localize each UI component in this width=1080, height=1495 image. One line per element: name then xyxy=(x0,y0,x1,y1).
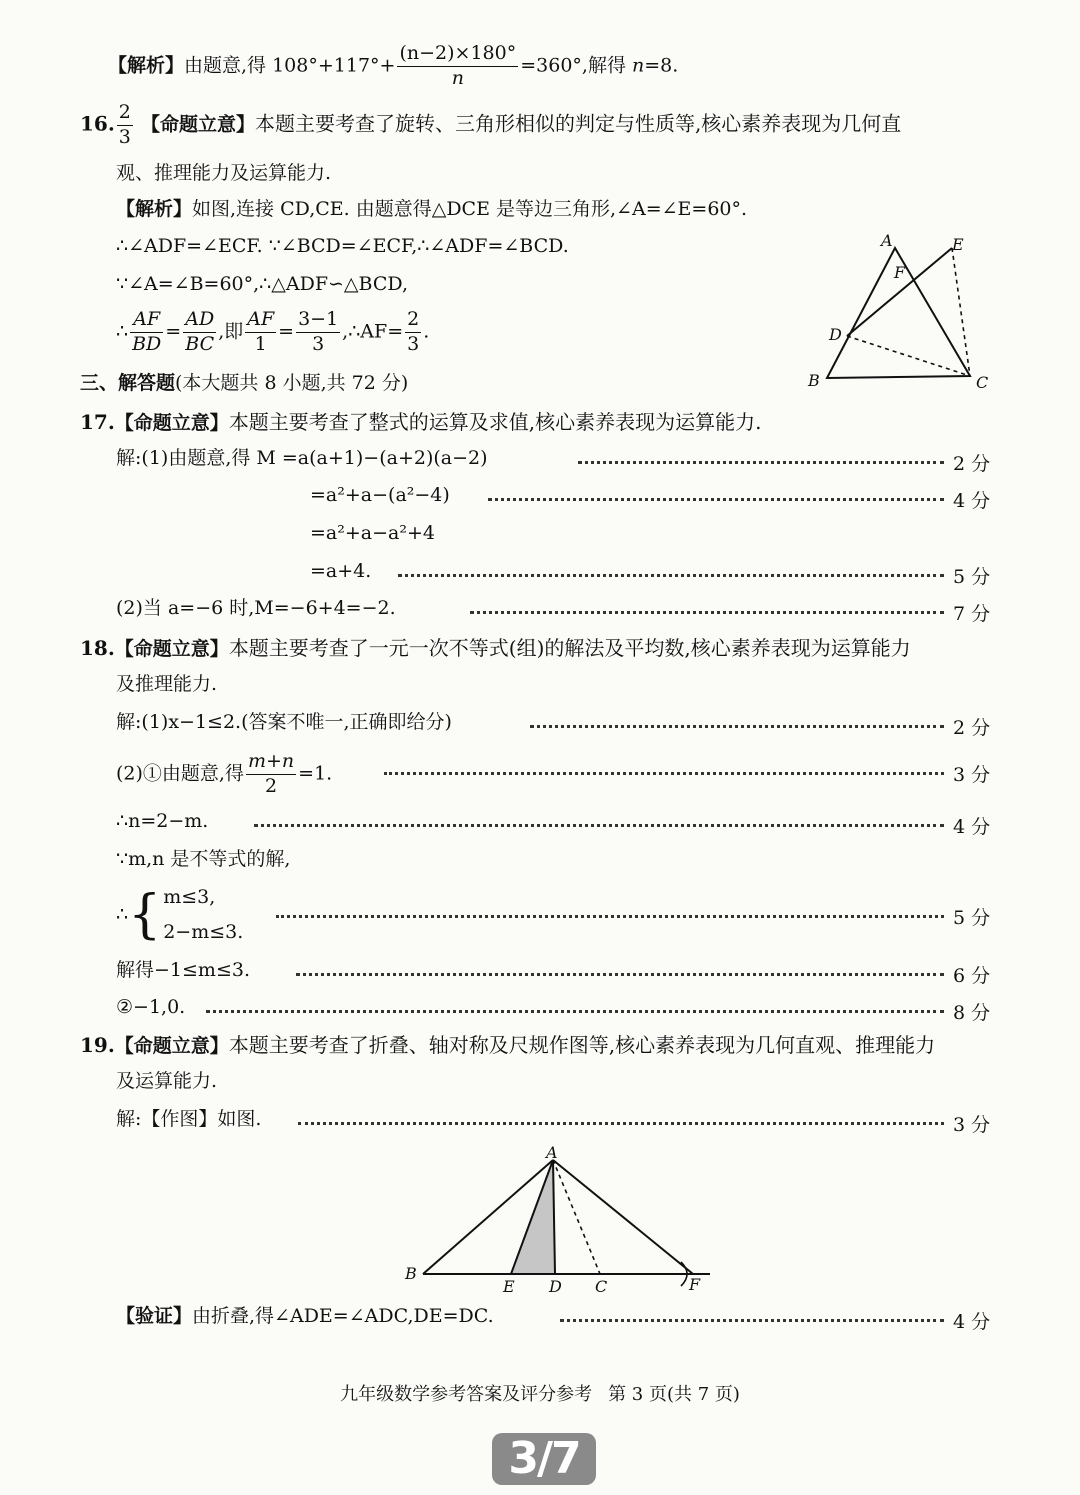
q16-f3-num: AF xyxy=(245,310,276,333)
q16-analysis-2: ∴∠ADF=∠ECF. ∵∠BCD=∠ECF,∴∠ADF=∠BCD. xyxy=(116,235,569,257)
q16-ratio-end: . xyxy=(423,320,430,343)
q19-label-b: B xyxy=(405,1264,417,1283)
q18-step-7-score: 8 分 xyxy=(953,1002,991,1024)
q18-step-5-leader xyxy=(276,915,944,918)
q17-step-1-score: 2 分 xyxy=(953,453,991,475)
q18-step-3: ∴n=2−m. xyxy=(116,810,209,832)
q16-f5-den: 3 xyxy=(407,332,420,355)
q18-system-2: 2−m≤3. xyxy=(163,921,244,944)
q16-answer-num: 2 xyxy=(117,103,133,126)
q18-system xyxy=(163,880,243,950)
q18-system-1: m≤3, xyxy=(163,886,216,908)
q16-tag: 【命题立意】 xyxy=(140,113,255,136)
q17-step-1: 解:(1)由题意,得 M =a(a+1)−(a+2)(a−2) xyxy=(116,447,488,469)
q16-f3-den: 1 xyxy=(254,332,267,355)
q16-header xyxy=(80,103,901,148)
q16-f4-den: 3 xyxy=(312,332,325,355)
q16-analysis-tag: 【解析】 xyxy=(116,198,193,220)
q16-intent-1: 本题主要考查了旋转、三角形相似的判定与性质等,核心素养表现为几何直 xyxy=(254,111,902,136)
q16-f1-den: BD xyxy=(132,332,162,355)
q19-step-1-score: 3 分 xyxy=(953,1114,991,1136)
q16-ratio xyxy=(116,310,429,355)
q19-tag: 【命题立意】 xyxy=(114,1035,229,1057)
q15-n-var: n xyxy=(632,54,645,77)
q19-label-e: E xyxy=(503,1277,515,1296)
q19-label-c: C xyxy=(595,1277,608,1296)
q19-num: 19. xyxy=(80,1033,115,1057)
q18-step-7-leader xyxy=(206,1010,944,1013)
q19-label-a: A xyxy=(546,1143,558,1162)
q17-intent: 本题主要考查了整式的运算及求值,核心素养表现为运算能力. xyxy=(228,410,762,434)
q17-step-4-score: 5 分 xyxy=(953,566,991,588)
q18-step-4: ∵m,n 是不等式的解, xyxy=(116,848,291,870)
q16-intent-2: 观、推理能力及运算能力. xyxy=(116,162,332,184)
q18-header xyxy=(80,638,911,659)
q19-intent-1: 本题主要考查了折叠、轴对称及尺规作图等,核心素养表现为几何直观、推理能力 xyxy=(228,1033,936,1057)
q17-tag: 【命题立意】 xyxy=(114,412,229,434)
q18-step-2 xyxy=(116,752,332,797)
q19-dashed-ac xyxy=(553,1160,600,1274)
q19-header xyxy=(80,1035,935,1056)
q19-verify-leader xyxy=(560,1319,944,1322)
q18-step-1-score: 2 分 xyxy=(953,717,991,739)
q19-label-d: D xyxy=(549,1277,562,1296)
q18-step-2-num: m+n xyxy=(246,752,296,775)
q17-step-4: =a+4. xyxy=(310,560,372,582)
q16-f5-num: 2 xyxy=(405,310,421,333)
q16-label-c: C xyxy=(976,373,989,392)
q18-step-5-score: 5 分 xyxy=(953,907,991,929)
q19-verify xyxy=(116,1307,494,1326)
q18-step-2-score: 3 分 xyxy=(953,764,991,786)
page-footer xyxy=(0,1380,1080,1406)
q16-f2-num: AD xyxy=(183,310,216,333)
q16-ratio-mid: ,即 xyxy=(218,320,244,343)
q16-ratio-pre: ∴ xyxy=(116,320,129,343)
q18-step-3-score: 4 分 xyxy=(953,816,991,838)
q18-step-1-leader xyxy=(530,725,944,728)
q17-step-2-leader xyxy=(488,498,944,501)
q17-step-3: =a²+a−a²+4 xyxy=(310,522,435,544)
q17-step-2-score: 4 分 xyxy=(953,490,991,512)
q16-answer xyxy=(117,103,133,148)
q16-eq2: = xyxy=(278,320,295,343)
footer-title: 九年级数学参考答案及评分参考 xyxy=(340,1384,593,1405)
q16-ratio-frac-4 xyxy=(296,310,340,355)
q18-num: 18. xyxy=(80,636,115,660)
q18-system-brace: { xyxy=(128,885,162,946)
q16-ratio-frac-1 xyxy=(130,310,163,355)
q18-step-6-leader xyxy=(296,973,944,976)
q15-analysis xyxy=(108,44,678,89)
q17-step-1-leader xyxy=(578,461,944,464)
q19-label-f: F xyxy=(689,1275,701,1294)
q16-ratio-frac-5 xyxy=(405,310,421,355)
q17-num: 17. xyxy=(80,410,115,434)
q16-label-a: A xyxy=(881,231,893,250)
q19-step-1-leader xyxy=(298,1122,944,1125)
q19-step-1: 解:【作图】如图. xyxy=(116,1108,262,1130)
q18-step-2-leader xyxy=(384,772,944,775)
q18-intent-1: 本题主要考查了一元一次不等式(组)的解法及平均数,核心素养表现为运算能力 xyxy=(228,636,911,660)
q16-geometry-figure xyxy=(800,228,1000,398)
q16-label-b: B xyxy=(808,371,820,390)
q18-step-2-den: 2 xyxy=(265,774,278,797)
q16-segment-de xyxy=(847,248,952,336)
q16-ratio-post: ,∴AF= xyxy=(342,320,404,343)
section3-detail: (本大题共 8 小题,共 72 分) xyxy=(175,372,409,394)
q16-dashed-ec xyxy=(952,248,970,376)
q18-step-6-score: 6 分 xyxy=(953,965,991,987)
q19-verify-text: 由折叠,得∠ADE=∠ADC,DE=DC. xyxy=(192,1305,494,1327)
q18-step-7: ②−1,0. xyxy=(116,996,186,1018)
q17-step-5-leader xyxy=(470,611,944,614)
section3-title: 三、解答题 xyxy=(80,372,176,394)
q18-tag: 【命题立意】 xyxy=(114,638,229,660)
q16-ratio-frac-2 xyxy=(183,310,216,355)
q17-step-2: =a²+a−(a²−4) xyxy=(310,484,450,506)
q18-step-2-post: =1. xyxy=(298,762,333,785)
q18-step-2-frac xyxy=(246,752,296,797)
q16-num: 16. xyxy=(80,111,115,136)
q17-header xyxy=(80,412,762,433)
q16-label-f: F xyxy=(894,263,906,282)
q15-tag: 【解析】 xyxy=(108,54,185,77)
q15-pre: 由题意,得 108°+117°+ xyxy=(184,54,396,77)
q16-f2-den: BC xyxy=(185,332,215,355)
q18-step-5-pre: ∴ xyxy=(116,903,129,926)
q17-step-5-score: 7 分 xyxy=(953,603,991,625)
q18-step-5 xyxy=(116,880,243,950)
q16-analysis-1 xyxy=(116,200,747,219)
q16-f4-num: 3−1 xyxy=(296,310,340,333)
q17-step-4-leader xyxy=(398,574,944,577)
q16-analysis-text-1: 如图,连接 CD,CE. 由题意得△DCE 是等边三角形,∠A=∠E=60°. xyxy=(192,198,748,220)
q15-frac-den: n xyxy=(451,66,464,89)
q16-answer-den: 3 xyxy=(118,125,131,148)
q19-verify-score: 4 分 xyxy=(953,1311,991,1333)
q18-step-1: 解:(1)x−1≤2.(答案不唯一,正确即给分) xyxy=(116,711,452,733)
q15-n-val: =8. xyxy=(644,54,679,77)
q18-intent-2: 及推理能力. xyxy=(116,673,218,695)
q16-label-e: E xyxy=(952,235,964,254)
footer-page: 第 3 页(共 7 页) xyxy=(608,1384,740,1405)
q15-frac-num: (n−2)×180° xyxy=(397,44,518,67)
q17-step-5: (2)当 a=−6 时,M=−6+4=−2. xyxy=(116,597,396,619)
q18-step-6: 解得−1≤m≤3. xyxy=(116,959,250,981)
page-badge: 3/7 xyxy=(492,1433,596,1485)
q16-analysis-3: ∵∠A=∠B=60°,∴△ADF∽△BCD, xyxy=(116,273,408,295)
q19-segment-af xyxy=(553,1160,693,1274)
q18-step-3-leader xyxy=(254,824,944,827)
q19-intent-2: 及运算能力. xyxy=(116,1070,218,1092)
q16-dashed-dc xyxy=(847,336,970,376)
q19-verify-tag: 【验证】 xyxy=(116,1305,193,1327)
q19-geometry-figure xyxy=(395,1140,725,1300)
q16-ratio-frac-3 xyxy=(245,310,276,355)
q15-fraction xyxy=(397,44,518,89)
q16-eq: = xyxy=(165,320,182,343)
q15-post: =360°,解得 xyxy=(520,54,626,77)
q16-label-d: D xyxy=(829,325,842,344)
q16-f1-num: AF xyxy=(130,310,163,333)
section3-heading xyxy=(80,374,408,393)
q18-step-2-pre: (2)①由题意,得 xyxy=(116,762,244,785)
